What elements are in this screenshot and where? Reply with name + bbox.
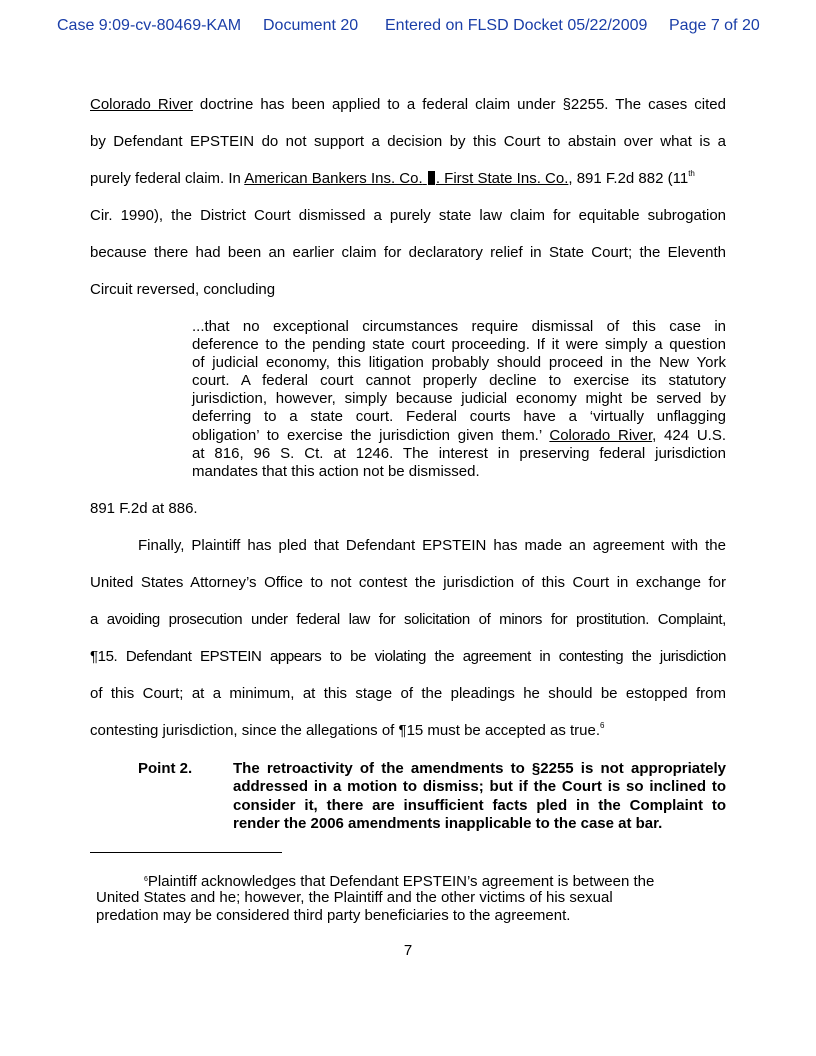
case-citation: American Bankers Ins. Co. . First State Ins. Co. xyxy=(244,170,569,187)
body-line: Finally, Plaintiff has pled that Defendant EPSTEIN has made an agreement with the xyxy=(138,537,726,554)
body-line-6: Circuit reversed, concluding xyxy=(90,281,276,298)
header-entered-date: Entered on FLSD Docket 05/22/2009 xyxy=(385,17,648,34)
footnote-mark: 6 xyxy=(144,876,148,883)
quote-line: obligation’ to exercise the jurisdiction given them.’ Colorado River, 424 U.S. xyxy=(192,427,726,444)
body-line-1: Colorado River doctrine has been applied to a federal claim under §2255. The cases cited xyxy=(90,96,726,113)
footnote-line: predation may be considered third party beneficiaries to the agreement. xyxy=(96,907,571,924)
point-heading-line: render the 2006 amendments inapplicable to the case at bar. xyxy=(233,815,663,832)
body-line: ¶15. Defendant EPSTEIN appears to be violating the agreement in contesting the jurisdiction xyxy=(90,648,726,665)
quote-line: at 816, 96 S. Ct. at 1246. The interest in preserving federal jurisdiction xyxy=(192,445,726,462)
quote-line: jurisdiction, however, simply because judicial economy might be served by xyxy=(192,390,726,407)
quote-line: ...that no exceptional circumstances require dismissal of this case in xyxy=(192,318,726,335)
header-case-number: Case 9:09-cv-80469-KAM xyxy=(57,17,242,34)
footnote-reference: 6 xyxy=(600,721,605,730)
quote-line: of judicial economy, this litigation probably should proceed in the New York xyxy=(192,354,726,371)
body-line-2: by Defendant EPSTEIN do not support a decision by this Court to abstain over what is a xyxy=(90,133,726,150)
quote-line: court. A federal court cannot properly decline to exercise its statutory xyxy=(192,372,726,389)
body-line: a avoiding prosecution under federal law for solicitation of minors for prostitution. Complaint, xyxy=(90,611,726,628)
body-line: of this Court; at a minimum, at this stage of the pleadings he should be estopped from xyxy=(90,685,726,702)
body-line: United States Attorney’s Office to not contest the jurisdiction of this Court in exchange for xyxy=(90,574,726,591)
quote-line: deferring to a state court. Federal courts have a ‘virtually unflagging xyxy=(192,408,726,425)
body-line-5: because there had been an earlier claim for declaratory relief in State Court; the Eleventh xyxy=(90,244,726,261)
header-page-count: Page 7 of 20 xyxy=(669,17,760,34)
quote-line: deference to the pending state court proceeding. If it were simply a question xyxy=(192,336,726,353)
case-citation: Colorado River xyxy=(549,427,653,444)
body-line-4: Cir. 1990), the District Court dismissed a purely state law claim for equitable subrogation xyxy=(90,207,726,224)
body-line-3: purely federal claim. In American Bankers Ins. Co. . First State Ins. Co., 891 F.2d 882 (11th xyxy=(90,169,695,187)
header-document-number: Document 20 xyxy=(263,17,359,34)
redaction-mark xyxy=(428,171,435,185)
case-citation: Colorado River xyxy=(90,96,193,113)
footnote-line: $^6$Plaintiff acknowledges that Defendant EPSTEIN’s agreement is between the xyxy=(144,873,655,890)
footnote-divider xyxy=(90,852,282,853)
point-heading-line: consider it, there are insufficient facts pled in the Complaint to xyxy=(233,797,726,814)
body-line: contesting jurisdiction, since the allegations of ¶15 must be accepted as true.$^6$ xyxy=(90,721,605,739)
citation-line: 891 F.2d at 886. xyxy=(90,500,198,517)
point-heading-line: addressed in a motion to dismiss; but if the Court is so inclined to xyxy=(233,778,726,795)
point-label: Point 2. xyxy=(138,760,193,777)
footnote-line: United States and he; however, the Plaintiff and the other victims of his sexual xyxy=(96,889,613,906)
quote-line: mandates that this action not be dismissed. xyxy=(192,463,480,480)
page-number: 7 xyxy=(403,942,413,959)
point-heading-line: The retroactivity of the amendments to §2255 is not appropriately xyxy=(233,760,726,777)
